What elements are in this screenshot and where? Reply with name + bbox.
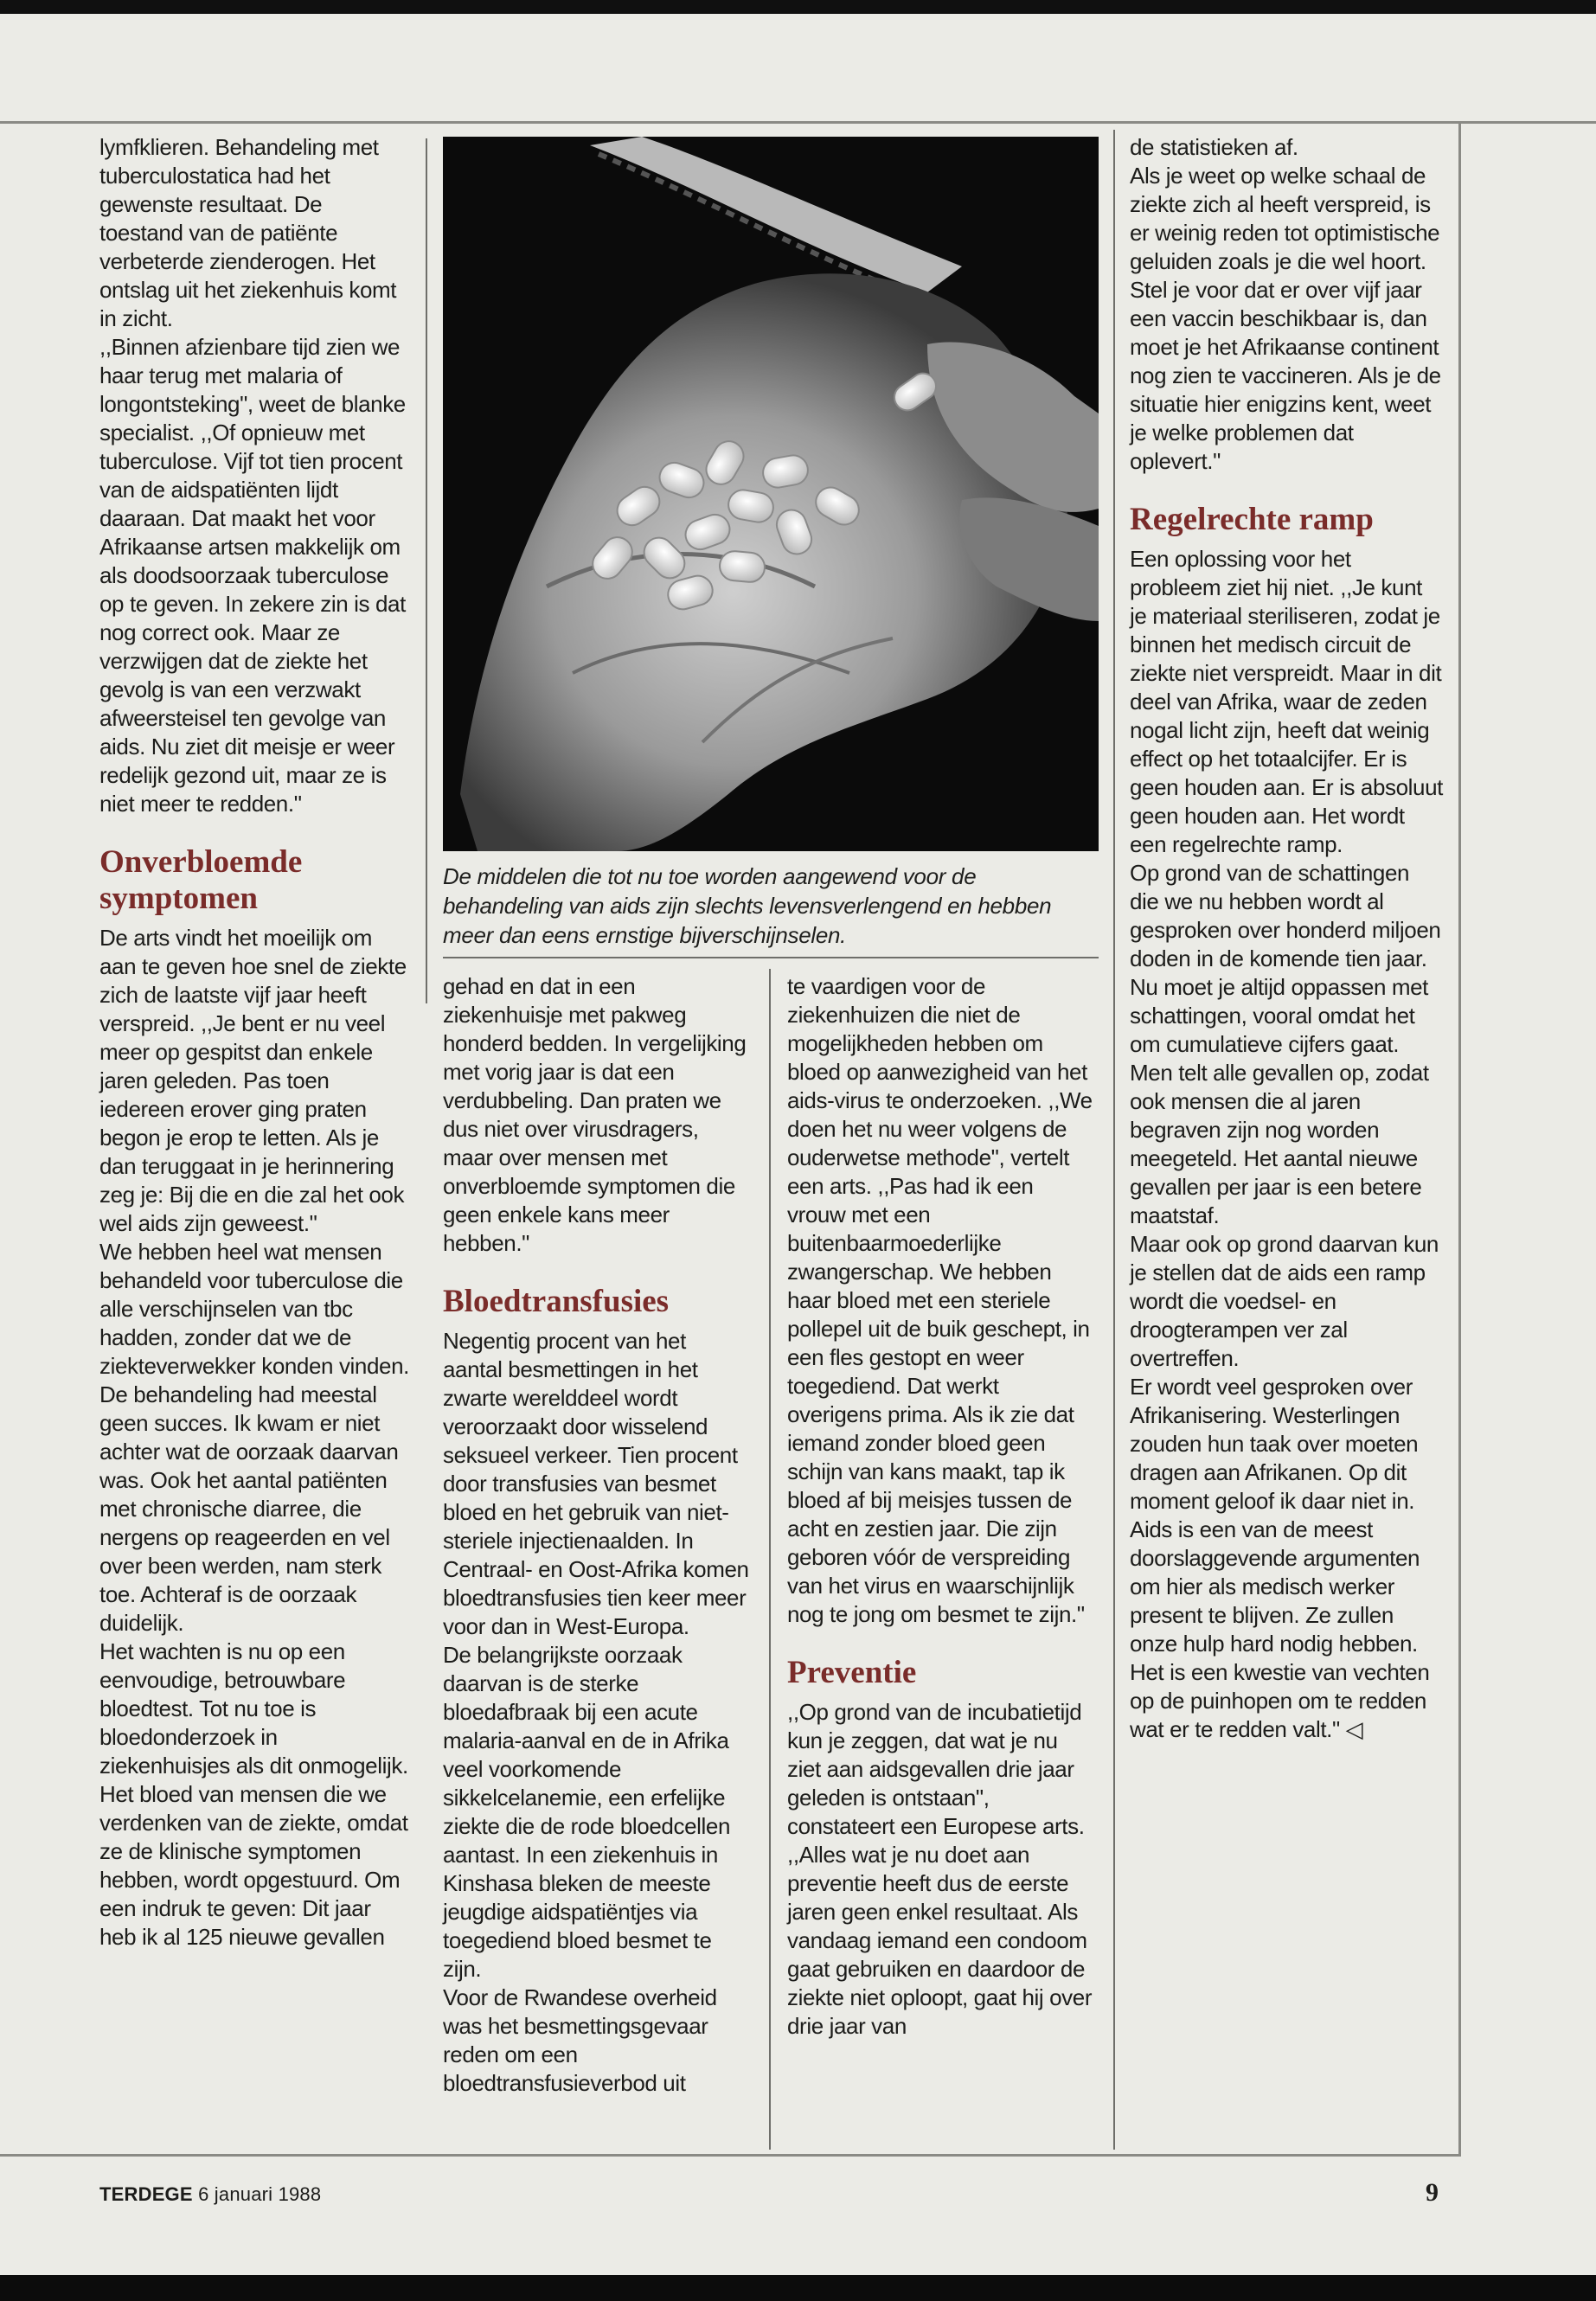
paragraph: Op grond van de schattingen die we nu hebben wordt al gesproken over honderd miljoen doden in de komende tien jaar. Nu moet je altijd oppassen met schattingen, vooral omdat het om cumulatieve cijfers gaat. Men telt alle gevallen op, zodat ook mensen die al jaren begraven zijn nog worden meegeteld. Het aantal nieuwe gevallen per jaar is een betere maatstaf. bbox=[1130, 860, 1441, 1228]
paragraph: de statistieken af. bbox=[1130, 134, 1298, 160]
magazine-name: TERDEGE bbox=[99, 2183, 193, 2205]
page-rule-top bbox=[0, 121, 1596, 124]
caption-rule bbox=[443, 957, 1099, 958]
scan-border-bottom bbox=[0, 2275, 1596, 2301]
article-column-2b bbox=[787, 972, 1094, 2041]
section-heading: Preventie bbox=[787, 1655, 917, 1690]
paragraph: Maar ook op grond daarvan kun je stellen dat de aids een ramp wordt die voedsel- en droogterampen ver zal overtreffen. bbox=[1130, 1231, 1439, 1371]
article-column-1 bbox=[99, 133, 411, 1952]
scan-border-top bbox=[0, 0, 1596, 14]
paragraph: Voor de Rwandese overheid was het besmettingsgevaar reden om een bloedtransfusieverbod uit bbox=[443, 1984, 717, 2096]
article-column-3 bbox=[1130, 133, 1443, 1744]
paragraph: Een oplossing voor het probleem ziet hij niet. ,,Je kunt je materiaal steriliseren, zodat je binnen het medisch circuit de ziekte niet verspreidt. Maar in dit deel van Afrika, waar de zeden nogal licht zijn, heeft dat weinig effect op het totaalcijfer. Er is geen houden aan. Er is absoluut geen houden aan. Het wordt een regelrechte ramp. bbox=[1130, 546, 1443, 857]
page-rule-right bbox=[1458, 121, 1461, 2156]
paragraph: te vaardigen voor de ziekenhuizen die niet de mogelijkheden hebben om bloed op aanwezigheid van het aids-virus te onderzoeken. ,,We doen het nu weer volgens de ouderwetse methode", vertelt een arts. ,,Pas had ik een vrouw met een buitenbaarmoederlijke zwangerschap. We hebben haar bloed met een steriele pollepel uit de buik geschept, in een fles gestopt en weer toegediend. Dat werkt overigens prima. Als ik zie dat iemand zonder bloed geen schijn van kans maakt, tap ik bloed af bij meisjes tussen de acht en zestien jaar. Die zijn geboren vóór de verspreiding van het virus en waarschijnlijk nog te jong om besmet te zijn." bbox=[787, 973, 1093, 1627]
section-heading: Regelrechte ramp bbox=[1130, 502, 1374, 537]
issue-date: 6 januari 1988 bbox=[198, 2183, 322, 2205]
column-divider bbox=[426, 138, 427, 1003]
column-divider bbox=[1113, 130, 1115, 2150]
paragraph: lymfklieren. Behandeling met tuberculostatica had het gewenste resultaat. De toestand van de patiënte verbeterde zienderogen. Het ontslag uit het ziekenhuis komt in zicht. bbox=[99, 134, 397, 331]
paragraph: Negentig procent van het aantal besmettingen in het zwarte werelddeel wordt veroorzaakt door wisselend seksueel verkeer. Tien procent door transfusies van besmet bloed en het gebruik van niet-steriele injectienaalden. In Centraal- en Oost-Afrika komen bloedtransfusies tien keer meer voor dan in West-Europa. bbox=[443, 1328, 749, 1639]
section-heading: Onverbloemde symptomen bbox=[99, 844, 303, 916]
page-number: 9 bbox=[1426, 2178, 1439, 2207]
paragraph: Als je weet op welke schaal de ziekte zich al heeft verspreid, is er weinig reden tot optimistische geluiden zoals je die wel hoort. Stel je voor dat er over vijf jaar een vaccin beschikbaar is, dan moet je het Afrikaanse continent nog zien te vaccineren. Als je de situatie hier enigzins kent, weet je welke problemen dat oplevert." bbox=[1130, 163, 1441, 474]
paragraph: De arts vindt het moeilijk om aan te geven hoe snel de ziekte zich de laatste vijf jaar heeft verspreid. ,,Je bent er nu veel meer op gespitst dan enkele jaren geleden. Pas toen iedereen erover ging praten begon je erop te letten. Als je dan teruggaat in je herinnering zeg je: Bij die en die zal het ook wel aids zijn geweest." bbox=[99, 925, 407, 1236]
article-column-2a bbox=[443, 972, 750, 2098]
pills-in-hand-photo bbox=[443, 137, 1099, 851]
paragraph: ,,Op grond van de incubatietijd kun je zeggen, dat wat je nu ziet aan aidsgevallen drie jaar geleden is ontstaan", constateert een Europese arts. ,,Alles wat je nu doet aan preventie heeft dus de eerste jaren geen enkel resultaat. Als vandaag iemand een condoom gaat gebruiken en daardoor de ziekte niet oploopt, gaat hij over drie jaar van bbox=[787, 1699, 1093, 2039]
column-divider bbox=[769, 969, 771, 2150]
paragraph: Er wordt veel gesproken over Afrikanisering. Westerlingen zouden hun taak over moeten dragen aan Afrikanen. Op dit moment geloof ik daar niet in. Aids is een van de meest doorslaggevende argumenten om hier als medisch werker present te blijven. Ze zullen onze hulp hard nodig hebben. Het is een kwestie van vechten op de puinhopen om te redden wat er te redden valt." ◁ bbox=[1130, 1374, 1430, 1742]
section-heading: Bloedtransfusies bbox=[443, 1284, 670, 1319]
paragraph: We hebben heel wat mensen behandeld voor tuberculose die alle verschijnselen van tbc hadden, zonder dat we de ziekteverwekker konden vinden. De behandeling had meestal geen succes. Ik kwam er niet achter wat de oorzaak daarvan was. Ook het aantal patiënten met chronische diarree, die nergens op reageerden en vel over been werden, nam sterk toe. Achteraf is de oorzaak duidelijk. bbox=[99, 1239, 409, 1636]
paragraph: ,,Binnen afzienbare tijd zien we haar terug met malaria of longontsteking", weet de blanke specialist. ,,Of opnieuw met tuberculose. Vijf tot tien procent van de aidspatiënten lijdt daaraan. Dat maakt het voor Afrikaanse artsen makkelijk om als doodsoorzaak tuberculose op te geven. In zekere zin is dat nog correct ook. Maar ze verzwijgen dat de ziekte het gevolg is van een verzwakt afweersteisel ten gevolge van aids. Nu ziet dit meisje er weer redelijk gezond uit, maar ze is niet meer te redden." bbox=[99, 334, 406, 817]
photo-caption: De middelen die tot nu toe worden aangewend voor de behandeling van aids zijn slechts levensverlengend en hebben meer dan eens ernstige bijverschijnselen. bbox=[443, 863, 1052, 948]
page-rule-bottom bbox=[0, 2154, 1461, 2157]
paragraph: gehad en dat in een ziekenhuisje met pakweg honderd bedden. In vergelijking met vorig jaar is dat een verdubbeling. Dan praten we dus niet over virusdragers, maar over mensen met onverbloemde symptomen die geen enkele kans meer hebben." bbox=[443, 973, 747, 1256]
paragraph: De belangrijkste oorzaak daarvan is de sterke bloedafbraak bij een acute malaria-aanval en de in Afrika veel voorkomende sikkelcelanemie, een erfelijke ziekte die de rode bloedcellen aantast. In een ziekenhuis in Kinshasa bleken de meeste jeugdige aidspatiëntjes via toegediend bloed besmet te zijn. bbox=[443, 1642, 731, 1982]
paragraph: Het wachten is nu op een eenvoudige, betrouwbare bloedtest. Tot nu toe is bloedonderzoek in ziekenhuisjes als dit onmogelijk. Het bloed van mensen die we verdenken van de ziekte, omdat ze de klinische symptomen hebben, wordt opgestuurd. Om een indruk te geven: Dit jaar heb ik al 125 nieuwe gevallen bbox=[99, 1638, 408, 1950]
footer-magazine-date bbox=[99, 2183, 321, 2206]
